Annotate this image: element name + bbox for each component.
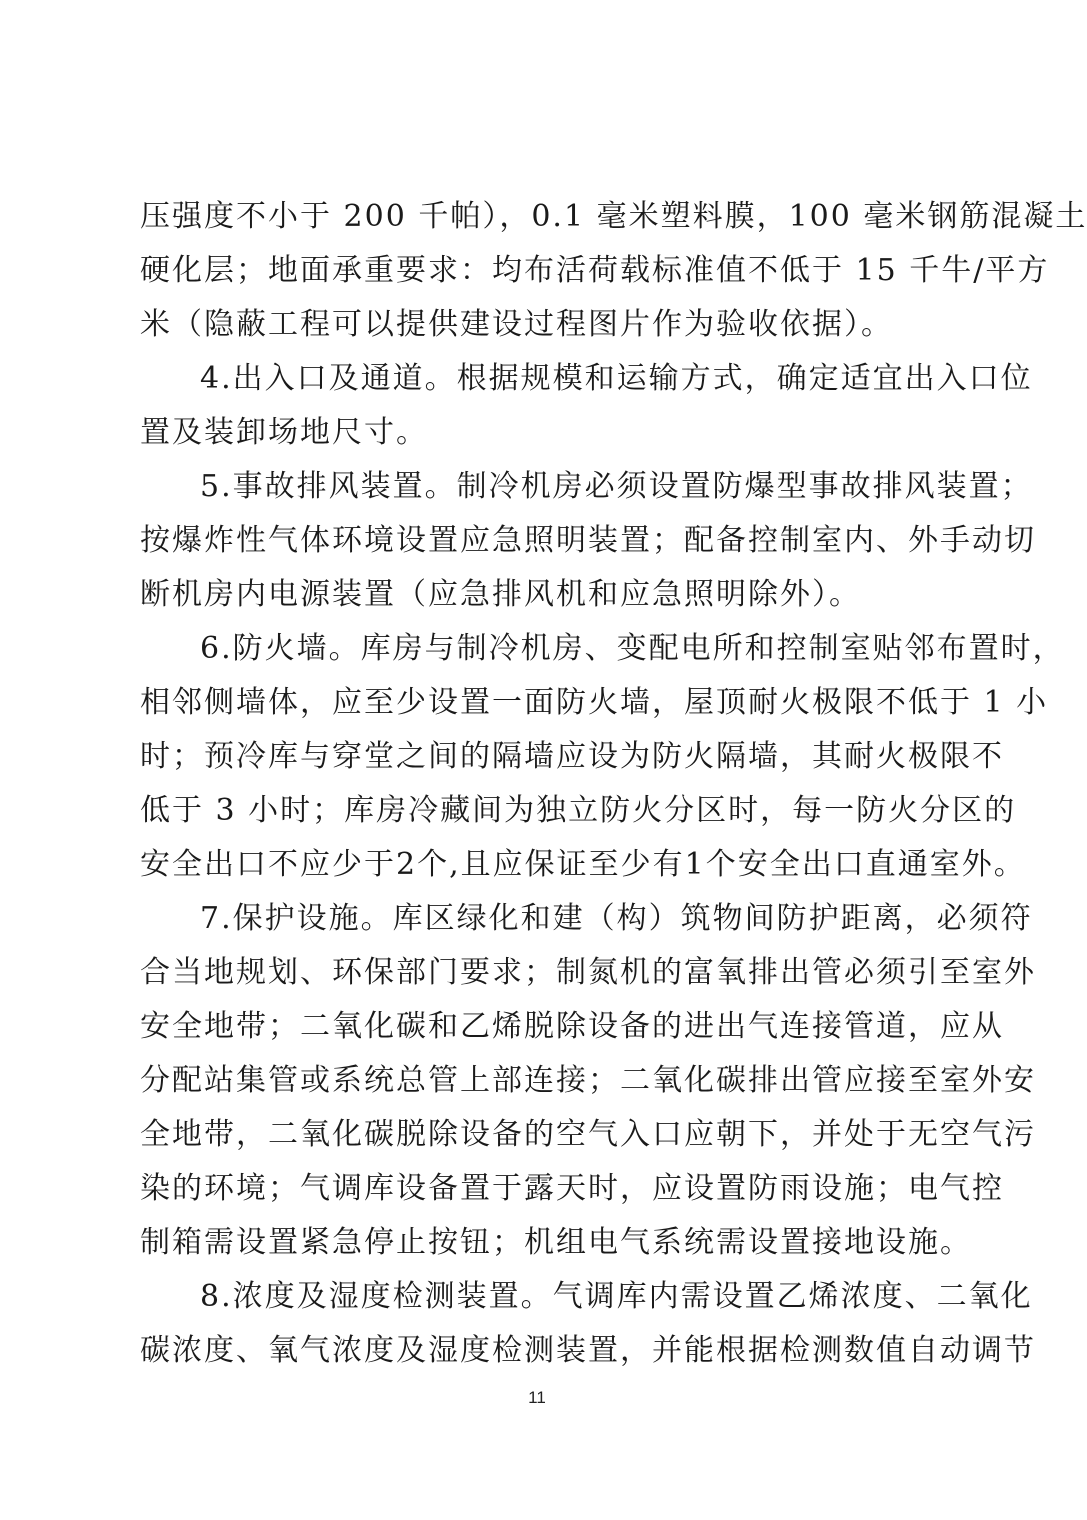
page-number: 11	[528, 1388, 546, 1407]
text-line: 5.事故排风装置。制冷机房必须设置防爆型事故排风装置；	[200, 469, 1033, 504]
text-line: 碳浓度、氧气浓度及湿度检测装置，并能根据检测数值自动调节	[140, 1333, 1036, 1368]
text-line: 低于 3 小时；库房冷藏间为独立防火分区时，每一防火分区的	[140, 793, 1017, 828]
text-line: 6.防火墙。库房与制冷机房、变配电所和控制室贴邻布置时，	[200, 631, 1065, 666]
text-line: 断机房内电源装置（应急排风机和应急照明除外）。	[140, 577, 861, 612]
body-text	[140, 190, 1087, 1378]
text-line: 7.保护设施。库区绿化和建（构）筑物间防护距离，必须符	[200, 901, 1033, 936]
text-line: 4.出入口及通道。根据规模和运输方式，确定适宜出入口位	[200, 361, 1033, 396]
text-line: 按爆炸性气体环境设置应急照明装置；配备控制室内、外手动切	[140, 523, 1036, 558]
text-line: 安全地带；二氧化碳和乙烯脱除设备的进出气连接管道，应从	[140, 1009, 1004, 1044]
text-line: 置及装卸场地尺寸。	[140, 415, 428, 450]
text-line: 全地带，二氧化碳脱除设备的空气入口应朝下，并处于无空气污	[140, 1117, 1036, 1152]
text-line: 相邻侧墙体，应至少设置一面防火墙，屋顶耐火极限不低于 1 小	[140, 685, 1049, 720]
text-line: 安全出口不应少于2个,且应保证至少有1个安全出口直通室外。	[140, 847, 1026, 882]
text-line: 8.浓度及湿度检测装置。气调库内需设置乙烯浓度、二氧化	[200, 1279, 1033, 1314]
text-line: 时；预冷库与穿堂之间的隔墙应设为防火隔墙，其耐火极限不	[140, 739, 1004, 774]
text-line: 压强度不小于 200 千帕），0.1 毫米塑料膜，100 毫米钢筋混凝土	[140, 199, 1087, 234]
text-line: 制箱需设置紧急停止按钮；机组电气系统需设置接地设施。	[140, 1225, 972, 1260]
text-line: 硬化层；地面承重要求：均布活荷载标准值不低于 15 千牛/平方	[140, 253, 1050, 288]
text-line: 米（隐蔽工程可以提供建设过程图片作为验收依据）。	[140, 307, 893, 342]
text-line: 分配站集管或系统总管上部连接；二氧化碳排出管应接至室外安	[140, 1063, 1036, 1098]
text-line: 染的环境；气调库设备置于露天时，应设置防雨设施；电气控	[140, 1171, 1004, 1206]
text-line: 合当地规划、环保部门要求；制氮机的富氧排出管必须引至室外	[140, 955, 1036, 990]
